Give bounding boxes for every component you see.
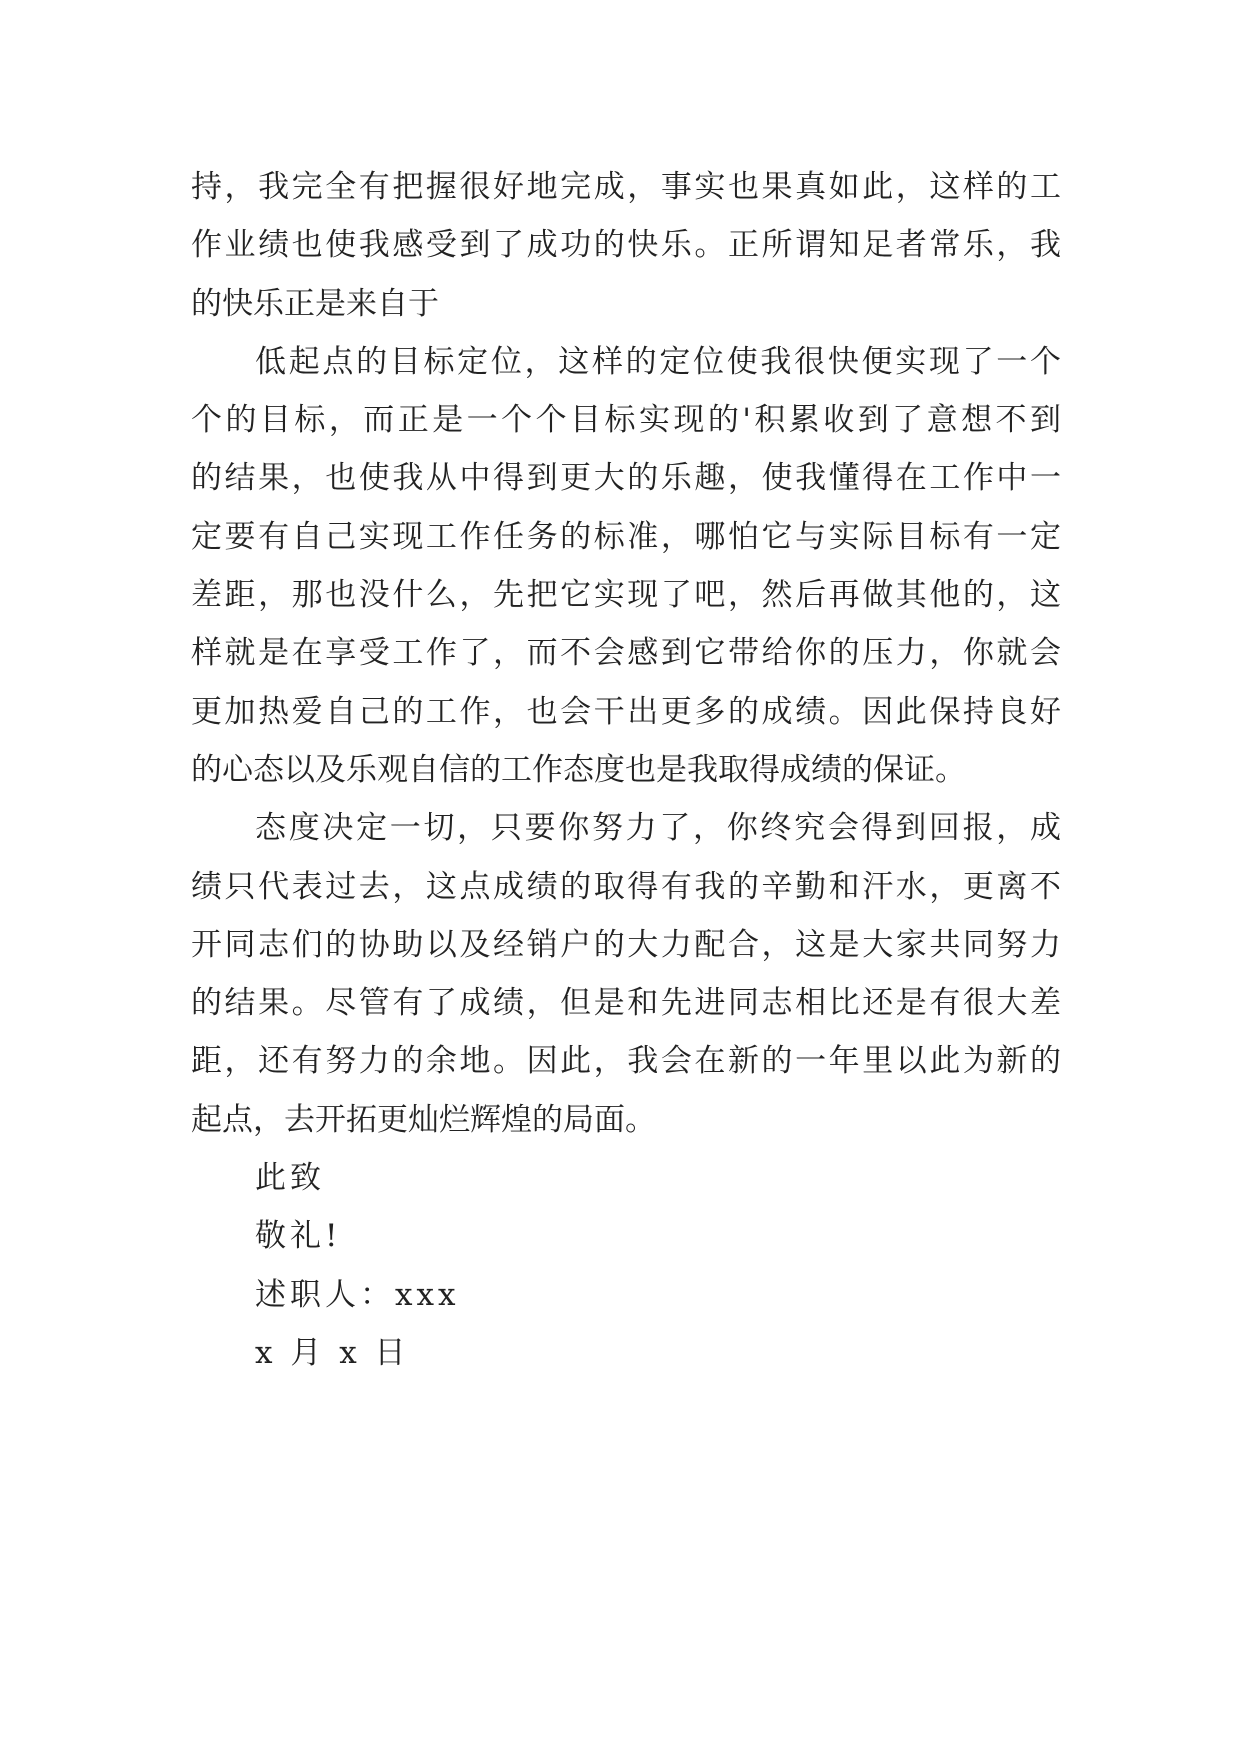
closing-regards: 敬礼! [255,1218,342,1255]
text-line: 绩只代表过去，这点成绩的取得有我的辛勤和汗水，更离不 [191,868,1061,905]
text-line: 距，还有努力的余地。因此，我会在新的一年里以此为新的 [191,1043,1061,1080]
text-line: 个的目标，而正是一个个目标实现的'积累收到了意想不到 [191,402,1061,439]
text-line: 起点，去开拓更灿烂辉煌的局面。 [191,1101,656,1138]
paragraph-2 [191,333,1061,799]
letter-body [191,158,1061,1382]
text-line: 态度决定一切，只要你努力了，你终究会得到回报，成 [255,810,1061,847]
paragraph-3 [191,799,1061,1149]
text-line: 更加热爱自己的工作，也会干出更多的成绩。因此保持良好 [191,693,1061,730]
text-line: 的快乐正是来自于 [191,285,439,322]
paragraph-1 [191,158,1061,333]
text-line: 的结果，也使我从中得到更大的乐趣，使我懂得在工作中一 [191,460,1061,497]
text-line: 的心态以及乐观自信的工作态度也是我取得成绩的保证。 [191,751,966,788]
closing-salutation: 此致 [255,1160,325,1197]
text-line: 持，我完全有把握很好地完成，事实也果真如此，这样的工 [191,169,1061,205]
text-line: 定要有自己实现工作任务的标准，哪怕它与实际目标有一定 [191,518,1061,555]
date: x 月 x 日 [255,1334,410,1371]
closing-block [191,1149,1061,1382]
text-line: 作业绩也使我感受到了成功的快乐。正所谓知足者常乐，我 [191,227,1061,264]
text-line: 的结果。尽管有了成绩，但是和先进同志相比还是有很大差 [191,985,1061,1022]
text-line: 开同志们的协助以及经销户的大力配合，这是大家共同努力 [191,926,1061,963]
text-line: 样就是在享受工作了，而不会感到它带给你的压力，你就会 [191,635,1061,672]
text-line: 低起点的目标定位，这样的定位使我很快便实现了一个 [255,343,1061,380]
text-line: 差距，那也没什么，先把它实现了吧，然后再做其他的，这 [191,577,1061,614]
signature: 述职人：xxx [255,1276,460,1313]
